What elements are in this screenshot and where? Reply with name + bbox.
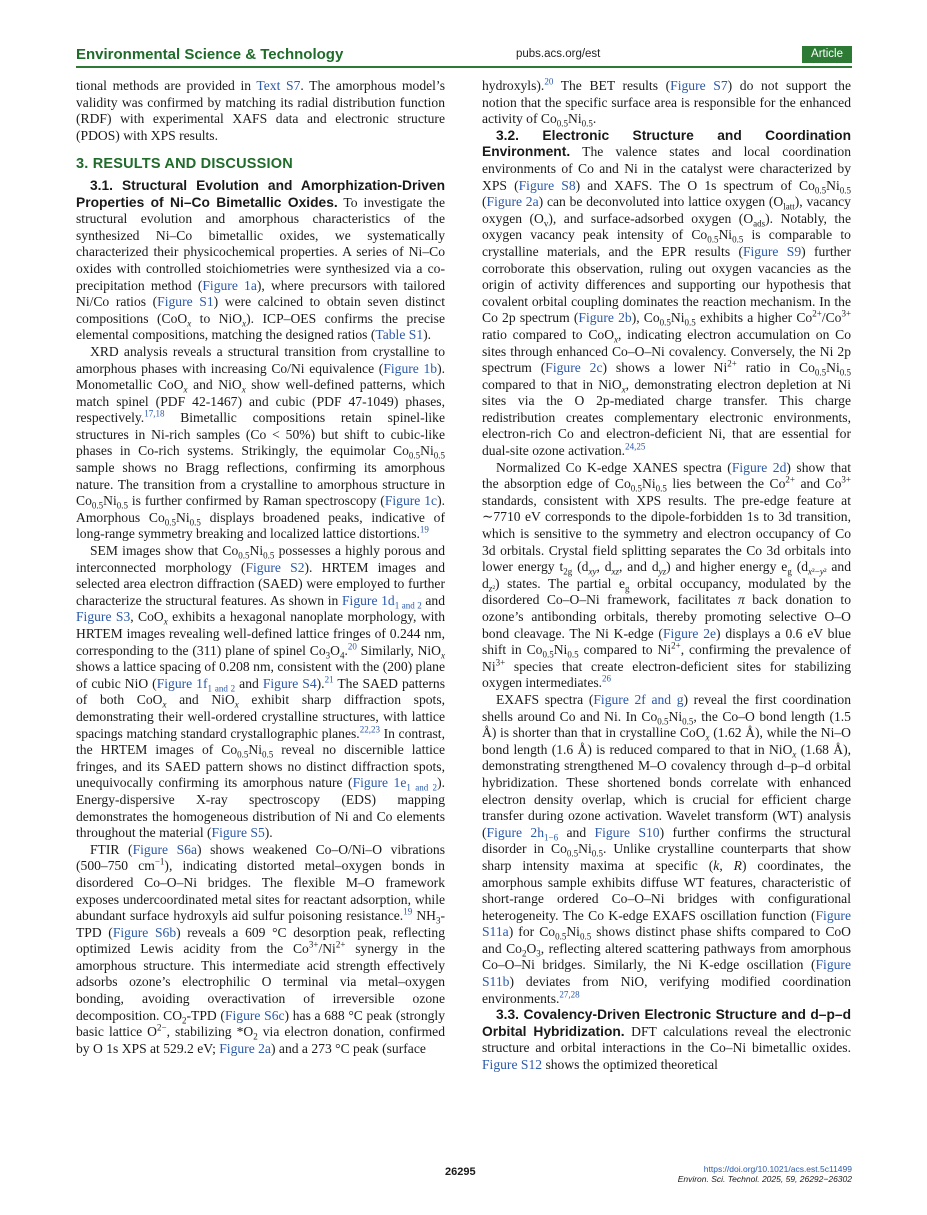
reference-link[interactable]: 22,23	[359, 724, 380, 735]
reference-link[interactable]: Figure S6a	[132, 841, 198, 857]
journal-url[interactable]: pubs.acs.org/est	[516, 48, 601, 60]
paragraph: FTIR (Figure S6a) shows weakened Co–O/Ni–O vibrations (500–750 $cm^{-1}$), indicating distorted metal–oxygen bonds in disordered Co–O–Ni bridges. The flexible M–O framework exposes undercoordinated metal sites for reactant adsorption, while abundant surface hydroxyls aid sulfur poisoning resistance.$^{19}$ $NH_3$-TPD (Figure S6b) reveals a 609 °C desorption peak, reflecting optimized Lewis acidity from the $Co^{3+}/Ni^{2+}$ synergy in the amorphous structure. This intermediate acid strength effectively adsorbs ozone’s electrophilic O terminal via metal–oxygen bonding, avoiding overactivation of irreversible ozone decomposition. $CO_2$-TPD (Figure S6c) has a 688 °C peak (strongly basic lattice $O^{2-}$, stabilizing $*O_2$ via electron donation, confirmed by O 1s XPS at 529.2 eV; Figure 2a) and a 273 °C peak (surface	[76, 841, 446, 1056]
reference-link[interactable]: Figure S3	[76, 609, 131, 625]
reference-link[interactable]: 27,28	[559, 989, 580, 1000]
subsection-heading: 3.1. Structural Evolution and Amorphization-Driven Properties of Ni–Co Bimetallic Oxides.	[76, 177, 445, 210]
reference-link[interactable]: Figure 2c	[545, 360, 603, 376]
reference-link[interactable]: 20	[544, 76, 554, 87]
reference-link[interactable]: Figure S7	[670, 78, 728, 93]
reference-link[interactable]: Figure S6c	[224, 1007, 285, 1023]
reference-link[interactable]: Text S7	[256, 78, 301, 93]
article-badge: Article	[802, 46, 852, 63]
paragraph: tional methods are provided in Text S7. The amorphous model’s validity was confirmed by matching its radial distribution function (RDF) with experimental XAFS data and electronic structure (PDOS) with XPS results.	[76, 78, 446, 143]
reference-link[interactable]: Figure 2a	[219, 1040, 271, 1056]
doi-block	[678, 1164, 852, 1184]
journal-name: Environmental Science & Technology	[76, 46, 344, 63]
right-column	[482, 78, 851, 1074]
citation: Environ. Sci. Technol. 2025, 59, 26292−26302	[677, 1174, 852, 1184]
reference-link[interactable]: Figure S10	[594, 824, 660, 840]
reference-link[interactable]: Figure 2d	[731, 459, 787, 475]
reference-link[interactable]: Figure S8	[518, 177, 576, 193]
reference-link[interactable]: Figure 2e	[662, 625, 717, 641]
section-heading: 3. RESULTS AND DISCUSSION	[76, 156, 293, 173]
header-rule	[76, 66, 852, 68]
running-header	[76, 46, 852, 66]
reference-link[interactable]: Figure $1f_{1 and 2}$	[156, 675, 236, 694]
reference-link[interactable]: Figure S1	[157, 294, 214, 310]
reference-link[interactable]: 26	[602, 673, 612, 684]
reference-link[interactable]: 20	[347, 641, 357, 652]
reference-link[interactable]: Figure S5	[211, 825, 265, 841]
reference-link[interactable]: Figure 2a	[486, 194, 539, 210]
paragraph: 3.2. Electronic Structure and Coordination Environment. The valence states and local coordination environments of Co and Ni in the catalyst were characterized by XPS (Figure S8) and XAFS. The O 1s spectrum of $Co_{0.5}Ni_{0.5}$ (Figure 2a) can be deconvoluted into lattice oxygen $(O_{latt})$, vacancy oxygen $(O_v)$, and surface-adsorbed oxygen $(O_{ads})$. Notably, the oxygen vacancy peak intensity of $Co_{0.5}Ni_{0.5}$ is comparable to crystalline materials, and the EPR results (Figure S9) further corroborate this observation, ruling out oxygen vacancies as the origin of activity differences and supporting our hypothesis that covalent orbital coupling dominates the reaction mechanism. In the Co 2p spectrum (Figure 2b), $Co_{0.5}Ni_{0.5}$ exhibits a higher $Co^{2+}/Co^{3+}$ ratio compared to CoO$_x$, indicating electron accumulation on Co sites through enhanced Co–O–Ni covalency. Conversely, the Ni 2p spectrum (Figure 2c) shows a lower $Ni^{2+}$ ratio in $Co_{0.5}Ni_{0.5}$ compared to that in NiO$_x$, demonstrating electron depletion at Ni sites via the O 2p-mediated charge transfer. This charge redistribution creates complementary electronic environments, electron-rich Co and electron-deficient Ni, that are essential for dual-site ozone activation.$^{24,25}$	[482, 127, 852, 459]
page-number: 26295	[445, 1166, 476, 1178]
reference-link[interactable]: Figure 1b	[383, 360, 438, 376]
paragraph: Normalized Co K-edge XANES spectra (Figure 2d) show that the absorption edge of $Co_{0.5}Ni_{0.5}$ lies between the $Co^{2+}$ and $Co^{3+}$ standards, consistent with XPS results. The pre-edge feature at ∼7710 eV corresponds to the dipole-forbidden 1s to 3d transition, which is sensitive to the symmetry and electron occupancy of Co 3d orbitals. Crystal field splitting separates the Co 3d orbitals into lower energy $t_{2g}$ ($d_{xy}$, $d_{xz}$, and $d_{yz}$) and higher energy $e_g$ ($d_{x^2-y^2}$ and $d_{z^2}$) states. The partial $e_g$ orbital occupancy, modulated by the disordered Co–O–Ni framework, facilitates π back donation to ozone’s antibonding orbitals, thereby promoting selective O–O bond cleavage. The Ni K-edge (Figure 2e) displays a 0.6 eV blue shift in $Co_{0.5}Ni_{0.5}$ compared to $Ni^{2+}$, confirming the prevalence of $Ni^{3+}$ species that create electron-deficient sites for stabilizing oxygen intermediates.$^{26}$	[482, 459, 852, 691]
reference-link[interactable]: Figure $1e_{1 and 2}$	[352, 775, 438, 794]
doi-link[interactable]: https://doi.org/10.1021/acs.est.5c11499	[703, 1164, 852, 1174]
reference-link[interactable]: 19	[419, 524, 429, 535]
reference-link[interactable]: Figure S9	[742, 243, 802, 259]
reference-link[interactable]: Figure S6b	[112, 924, 177, 940]
reference-link[interactable]: Table S1	[375, 327, 424, 343]
paragraph: XRD analysis reveals a structural transition from crystalline to amorphous phases with increasing Co/Ni equivalence (Figure 1b). Monometallic CoO$_x$ and NiO$_x$ show well-defined patterns, which match spinel (PDF 42-1467) and cubic (PDF 47-1049) phases, respectively.$^{17,18}$ Bimetallic compositions retain spinel-like structures in Ni-rich samples (Co < 50%) but shift to cubic-like phases in Co-rich systems. Strikingly, the equimolar $Co_{0.5}Ni_{0.5}$ sample shows no Bragg reflections, confirming its amorphous nature. The transition from a crystalline to amorphous structure in $Co_{0.5}Ni_{0.5}$ is further confirmed by Raman spectroscopy (Figure 1c). Amorphous $Co_{0.5}Ni_{0.5}$ displays broadened peaks, indicative of long-range symmetry breaking and localized lattice distortions.$^{19}$	[76, 343, 445, 542]
reference-link[interactable]: 24,25	[625, 441, 646, 452]
reference-link[interactable]: Figure 1a	[202, 277, 257, 293]
reference-link[interactable]: Figure S4	[262, 675, 317, 691]
left-column	[76, 78, 445, 1057]
subsection-heading: 3.2. Electronic Structure and Coordination Environment.	[482, 127, 851, 160]
reference-link[interactable]: Figure 2b	[578, 310, 632, 326]
reference-link[interactable]: 17,18	[144, 408, 165, 419]
reference-link[interactable]: 21	[324, 674, 334, 685]
paragraph: hydroxyls).$^{20}$ The BET results (Figure S7) do not support the notion that the specific surface area is responsible for the enhanced activity of $Co_{0.5}Ni_{0.5}$.	[482, 76, 851, 129]
reference-link[interactable]: 19	[403, 906, 413, 917]
reference-link[interactable]: Figure S12	[482, 1057, 543, 1073]
reference-link[interactable]: Figure S2	[245, 559, 305, 575]
reference-link[interactable]: Figure S11b	[482, 957, 851, 990]
reference-link[interactable]: Figure $2h_{1-6}$	[486, 824, 559, 843]
paragraph: SEM images show that $Co_{0.5}Ni_{0.5}$ possesses a highly porous and interconnected morphology (Figure S2). HRTEM images and selected area electron diffraction (SAED) were employed to further characterize the structural features. As shown in Figure $1d_{1 and 2}$ and Figure S3, CoO$_x$ exhibits a hexagonal nanoplate morphology, with HRTEM images revealing well-defined lattice fringes of 0.244 nm, corresponding to the (311) plane of spinel $Co_3O_4.^{20}$ Similarly, NiO$_x$ shows a lattice spacing of 0.208 nm, consistent with the (200) plane of cubic NiO (Figure $1f_{1 and 2}$ and Figure S4).$^{21}$ The SAED patterns of both CoO$_x$ and NiO$_x$ exhibit sharp diffraction spots, demonstrating their well-ordered crystalline structures, with lattice spacings matching standard crystallographic planes.$^{22,23}$ In contrast, the HRTEM images of $Co_{0.5}Ni_{0.5}$ reveal no discernible lattice fringes, and its SAED pattern shows no distinct diffraction spots, unequivocally confirming its amorphous nature (Figure $1e_{1 and 2}$). Energy-dispersive X-ray spectroscopy (EDS) mapping demonstrates the homogeneous distribution of Ni and Co elements throughout the material (Figure S5).	[76, 543, 446, 841]
reference-link[interactable]: Figure 2f and g	[593, 691, 684, 707]
paragraph: EXAFS spectra (Figure 2f and g) reveal the first coordination shells around Co and Ni. In $Co_{0.5}Ni_{0.5}$, the Co–O bond length (1.5 Å) is shorter than that in crystalline CoO$_x$ (1.62 Å), while the Ni–O bond length (1.6 Å) is reduced compared to that in NiO$_x$ (1.68 Å), demonstrating strengthened M–O covalency through d–p–d orbital hybridization. These shortened bonds correlate with enhanced electron density overlap, which is crucial for efficient charge transfer during ozone activation. Wavelet transform (WT) analysis (Figure $2h_{1-6}$ and Figure S10) further confirms the structural disorder in $Co_{0.5}Ni_{0.5}$. Unlike crystalline counterparts that show sharp intensity maxima at specific (k, R) coordinates, the amorphous sample exhibits diffuse WT features, characteristic of short-range ordered Co–O–Ni bridges with configurational heterogeneity. The Co K-edge EXAFS oscillation function (Figure S11a) for $Co_{0.5}Ni_{0.5}$ shows distinct phase shifts compared to CoO and $Co_2O_3$, reflecting altered scattering pathways from amorphous Co–O–Ni bridges. Similarly, the Ni K-edge oscillation (Figure S11b) deviates from NiO, verifying modified coordination environments.$^{27,28}$	[482, 691, 852, 1006]
paragraph: 3.1. Structural Evolution and Amorphization-Driven Properties of Ni–Co Bimetallic Oxides. To investigate the structural evolution and amorphous characteristics of the synthesized Ni–Co bimetallic oxides, we systematically characterized their physicochemical properties. A series of Ni–Co oxides with controlled stoichiometries were synthesized via a co-precipitation method (Figure 1a), where precursors with tailored Ni/Co ratios (Figure S1) were calcined to obtain seven distinct compositions (CoO$_x$ to NiO$_x$). ICP–OES confirms the precise elemental compositions, matching the designed ratios (Table S1).	[76, 177, 445, 343]
reference-link[interactable]: Figure S11a	[482, 907, 851, 940]
paragraph: 3.3. Covalency-Driven Electronic Structure and d–p–d Orbital Hybridization. DFT calculations reveal the electronic structure and orbital interactions in the Co–Ni bimetallic oxides. Figure S12 shows the optimized theoretical	[482, 1007, 851, 1073]
reference-link[interactable]: Figure 1c	[384, 493, 438, 509]
subsection-heading: 3.3. Covalency-Driven Electronic Structure and d–p–d Orbital Hybridization.	[482, 1007, 851, 1039]
reference-link[interactable]: Figure $1d_{1 and 2}$	[341, 592, 422, 611]
